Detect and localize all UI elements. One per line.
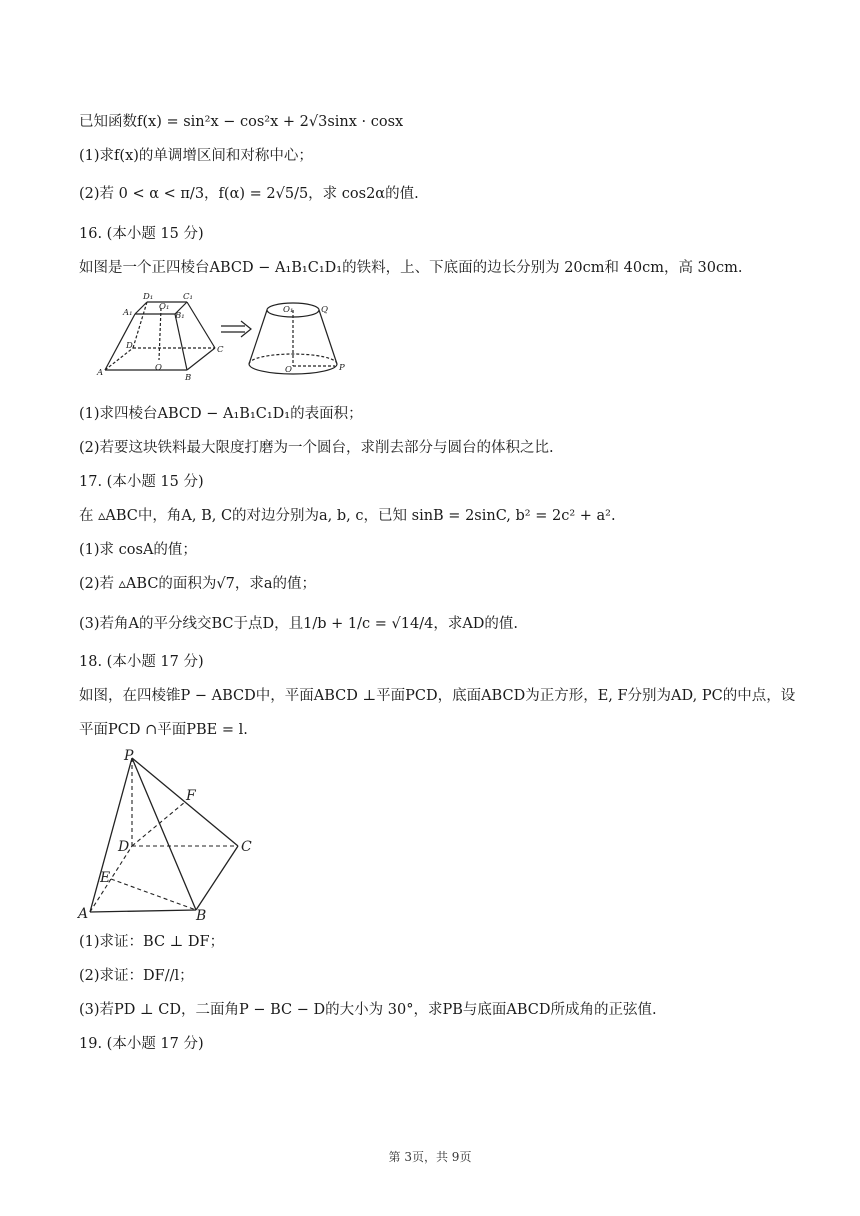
- label-a1: A₁: [123, 308, 133, 318]
- label-c1: C₁: [183, 292, 193, 302]
- label-d: D: [118, 839, 130, 855]
- label-a: A: [78, 906, 89, 922]
- label-a: A: [97, 368, 104, 378]
- problem-16-part-2: (2)若要这块铁料最大限度打磨为一个圆台，求削去部分与圆台的体积之比.: [79, 440, 554, 456]
- problem-18-part-2: (2)求证：DF//l；: [79, 968, 194, 984]
- label-cone-p: P: [339, 363, 345, 373]
- problem-15-part-2: (2)若 0 < α < π/3，f(α) = 2√5/5，求 cos2α的值.: [79, 186, 419, 202]
- label-e: E: [100, 870, 111, 886]
- label-cone-q: Q: [321, 305, 328, 315]
- label-o1: O₁: [159, 302, 170, 312]
- problem-16-part-1: (1)求四棱台ABCD − A₁B₁C₁D₁的表面积；: [79, 406, 363, 422]
- label-f: F: [186, 788, 196, 804]
- problem-17-part-2: (2)若 ▵ABC的面积为√7，求a的值；: [79, 576, 317, 592]
- frustum-figure: [95, 288, 355, 388]
- problem-18-part-1: (1)求证：BC ⊥ DF；: [79, 934, 225, 950]
- label-o: O: [155, 363, 162, 373]
- label-b: B: [185, 373, 192, 383]
- problem-17-part-3: (3)若角A的平分线交BC于点D，且1/b + 1/c = √14/4，求AD的值.: [79, 616, 519, 632]
- label-c: C: [241, 839, 252, 855]
- problem-18-heading: 18. (本小题 17 分): [79, 654, 204, 670]
- pyramid-figure: [72, 746, 272, 926]
- problem-17-statement: 在 ▵ABC中，角A, B, C的对边分别为a, b, c，已知 sinB = 2sinC, b² = 2c² + a².: [79, 508, 616, 524]
- label-b: B: [196, 908, 207, 924]
- problem-18-statement: 如图，在四棱锥P − ABCD中，平面ABCD ⊥平面PCD，底面ABCD为正方形，E, F分别为AD, PC的中点，设: [79, 688, 796, 704]
- label-d1: D₁: [143, 292, 154, 302]
- label-cone-o1: O₁: [283, 305, 294, 315]
- label-cone-o: O: [285, 365, 292, 375]
- problem-19-heading: 19. (本小题 17 分): [79, 1036, 204, 1052]
- label-c: C: [217, 345, 224, 355]
- problem-18-statement-cont: 平面PCD ∩平面PBE = l.: [79, 722, 248, 738]
- problem-15-function: 已知函数f(x) = sin²x − cos²x + 2√3sinx · cosx: [79, 114, 404, 130]
- label-b1: B₁: [175, 311, 185, 321]
- problem-16-heading: 16. (本小题 15 分): [79, 226, 204, 242]
- problem-15-part-1: (1)求f(x)的单调增区间和对称中心；: [79, 148, 313, 164]
- label-p: P: [124, 748, 134, 764]
- page-footer: 第 3页，共 9页: [388, 1150, 472, 1164]
- problem-18-part-3: (3)若PD ⊥ CD，二面角P − BC − D的大小为 30°，求PB与底面ABCD所成角的正弦值.: [79, 1002, 657, 1018]
- problem-17-heading: 17. (本小题 15 分): [79, 474, 204, 490]
- label-d: D: [126, 341, 133, 351]
- problem-17-part-1: (1)求 cosA的值；: [79, 542, 197, 558]
- problem-16-statement: 如图是一个正四棱台ABCD − A₁B₁C₁D₁的铁料，上、下底面的边长分别为 20cm和 40cm，高 30cm.: [79, 260, 743, 276]
